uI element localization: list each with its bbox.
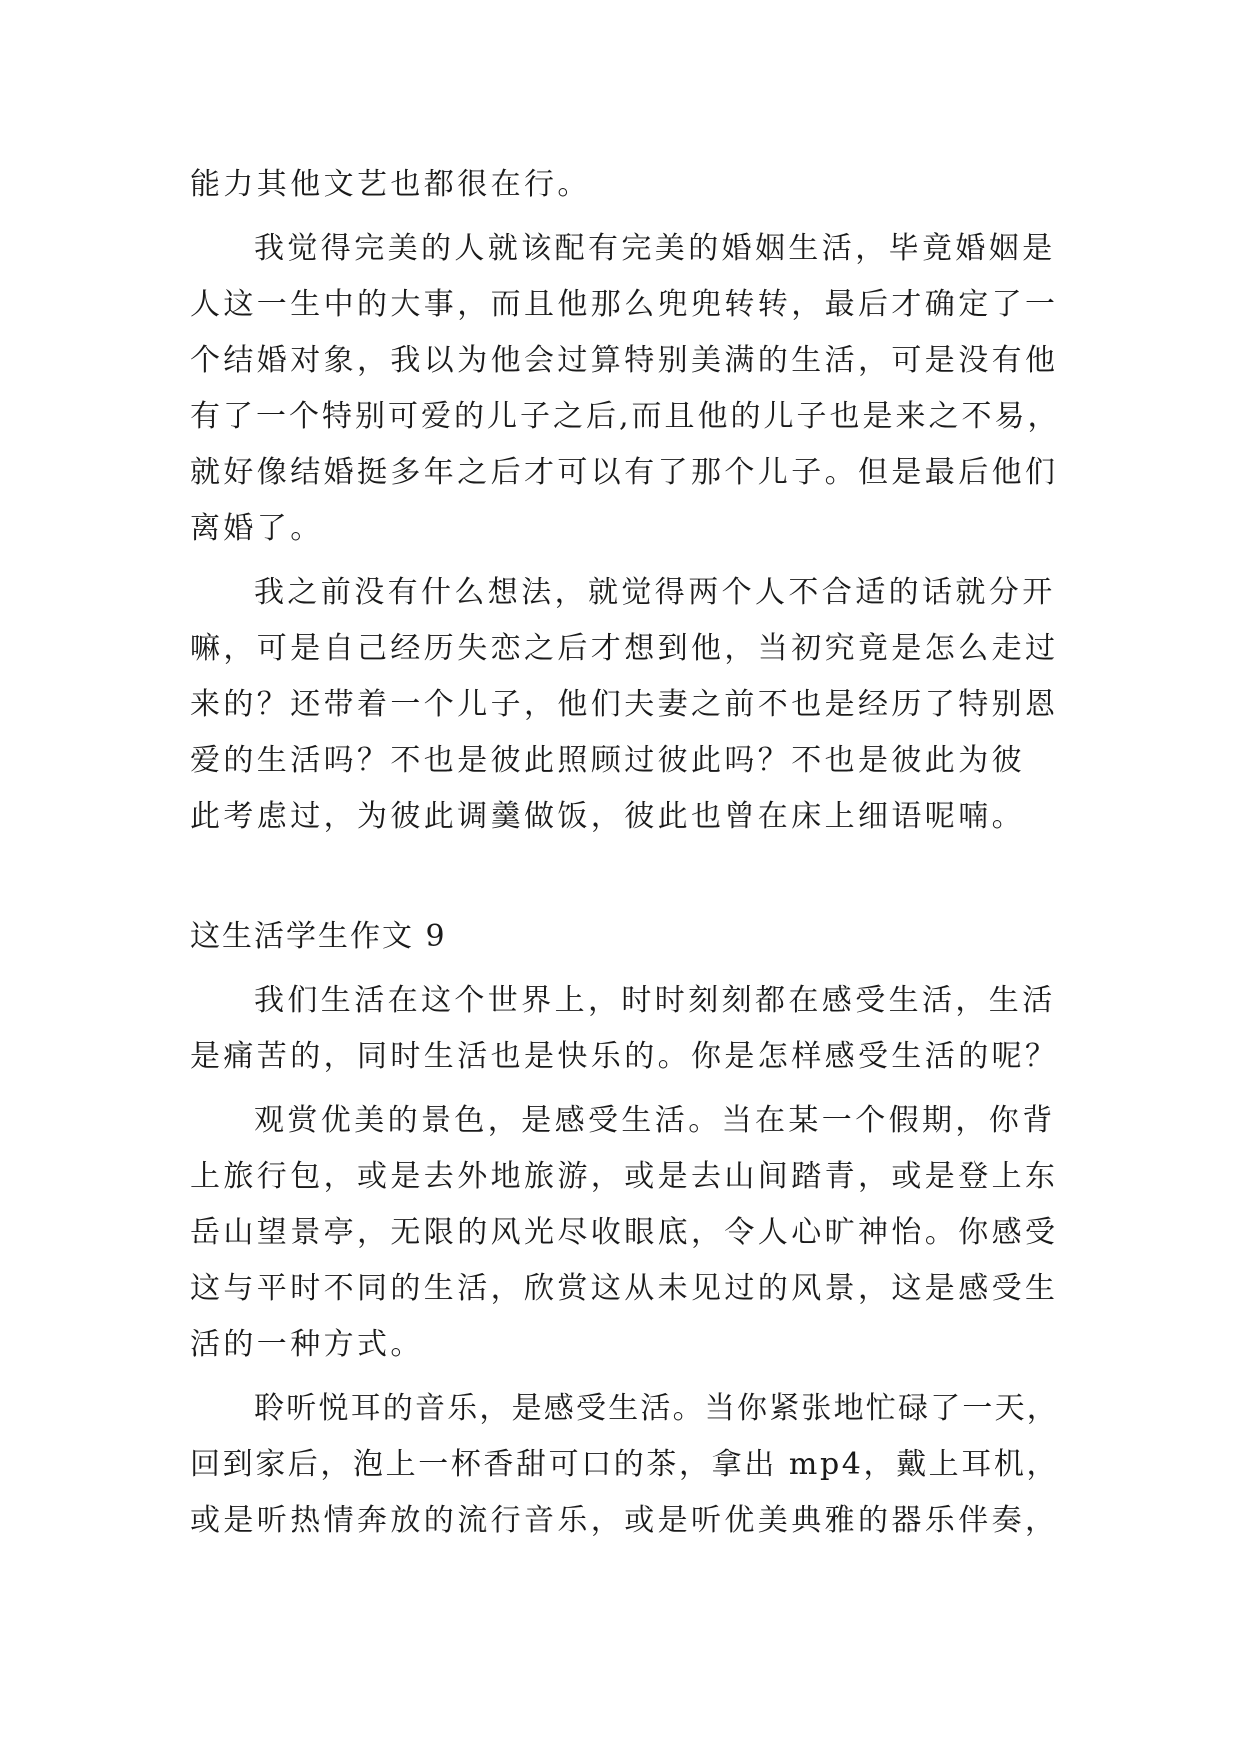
paragraph-first-line: 我觉得完美的人就该配有完美的婚姻生活，毕竟婚姻是	[254, 231, 1056, 266]
text-line: 人这一生中的大事，而且他那么兜兜转转，最后才确定了一	[190, 287, 1059, 322]
text-line: 回到家后，泡上一杯香甜可口的茶，拿出 mp4，戴上耳机，	[190, 1447, 1060, 1482]
paragraph-first-line: 观赏优美的景色，是感受生活。当在某一个假期，你背	[254, 1103, 1056, 1138]
text-line: 岳山望景亭，无限的风光尽收眼底，令人心旷神怡。你感受	[190, 1215, 1059, 1250]
paragraph-first-line: 聆听悦耳的音乐，是感受生活。当你紧张地忙碌了一天，	[254, 1391, 1059, 1426]
text-line: 或是听热情奔放的流行音乐，或是听优美典雅的器乐伴奏，	[190, 1503, 1059, 1538]
paragraph-first-line: 我们生活在这个世界上，时时刻刻都在感受生活，生活	[254, 983, 1056, 1018]
text-line: 这与平时不同的生活，欣赏这从未见过的风景，这是感受生	[190, 1271, 1059, 1306]
text-line: 上旅行包，或是去外地旅游，或是去山间踏青，或是登上东	[190, 1159, 1059, 1194]
text-line: 爱的生活吗？不也是彼此照顾过彼此吗？不也是彼此为彼	[190, 743, 1025, 778]
paragraph-first-line: 我之前没有什么想法，就觉得两个人不合适的话就分开	[254, 575, 1056, 610]
text-line: 就好像结婚挺多年之后才可以有了那个儿子。但是最后他们	[190, 455, 1059, 490]
text-line: 此考虑过，为彼此调羹做饭，彼此也曾在床上细语呢喃。	[190, 799, 1025, 834]
text-line: 嘛，可是自己经历失恋之后才想到他，当初究竟是怎么走过	[190, 631, 1059, 666]
text-line: 离婚了。	[190, 511, 324, 546]
text-line: 能力其他文艺也都很在行。	[190, 167, 591, 202]
text-line: 来的？还带着一个儿子，他们夫妻之前不也是经历了特别恩	[190, 687, 1059, 722]
text-line: 个结婚对象，我以为他会过算特别美满的生活，可是没有他	[190, 343, 1059, 378]
text-line: 活的一种方式。	[190, 1327, 424, 1362]
section-heading: 这生活学生作文 9	[190, 919, 447, 954]
text-line: 是痛苦的，同时生活也是快乐的。你是怎样感受生活的呢？	[190, 1039, 1059, 1074]
text-line: 有了一个特别可爱的儿子之后,而且他的儿子也是来之不易，	[190, 399, 1061, 434]
